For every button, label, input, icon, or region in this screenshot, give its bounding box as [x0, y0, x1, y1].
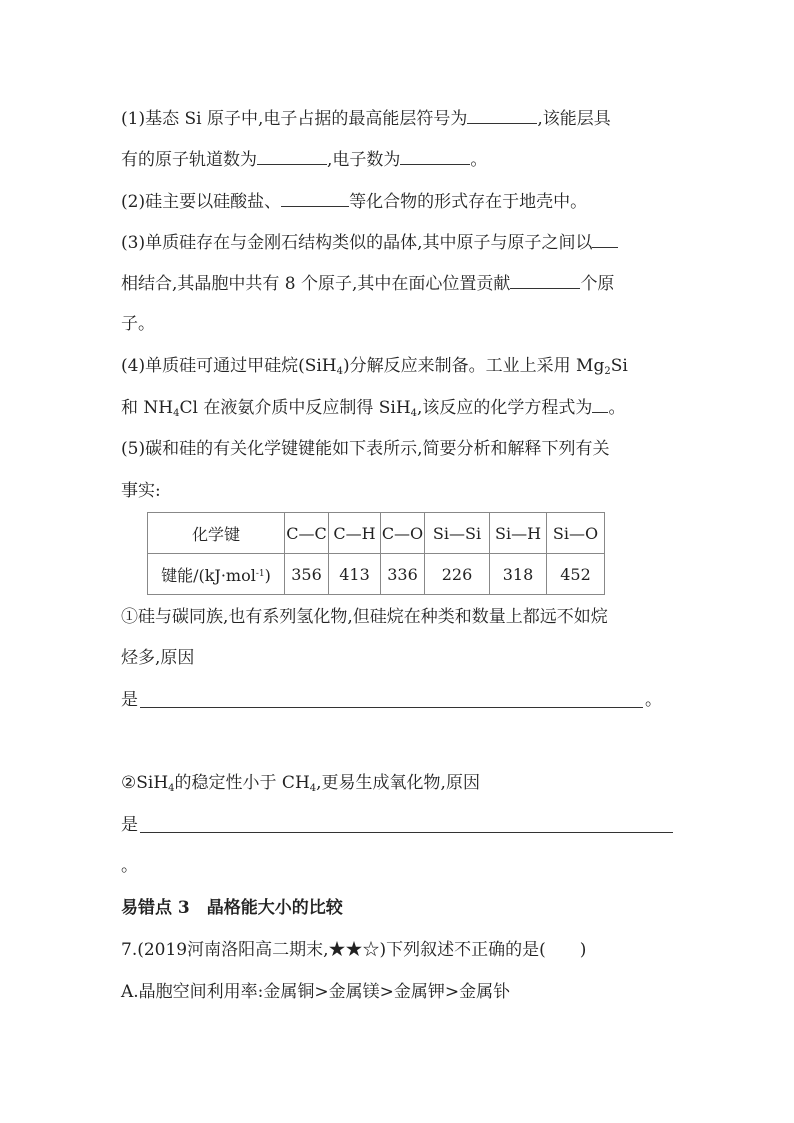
sub1-end-period: 。	[645, 690, 662, 710]
table-row	[148, 513, 605, 554]
answer-line[interactable]	[140, 832, 673, 833]
q7-option-a: A.晶胞空间利用率:金属铜>金属镁>金属钾>金属钋	[121, 982, 511, 1002]
answer-blank[interactable]	[257, 148, 327, 165]
table-cell: 336	[381, 554, 425, 595]
table-header-cell: 化学键	[148, 513, 285, 554]
answer-line[interactable]	[140, 707, 643, 708]
table-header-cell: Si—Si	[425, 513, 490, 554]
sub2-line2: 是	[121, 815, 138, 835]
q4-line1: (4)单质硅可通过甲硅烷(SiH$_4$)分解反应来制备。工业上采用 $Mg_2Si$	[121, 356, 628, 377]
q5-line1: (5)碳和硅的有关化学键键能如下表所示,简要分析和解释下列有关	[121, 439, 610, 459]
q2-line: (2)硅主要以硅酸盐、 等化合物的形式存在于地壳中。	[121, 192, 588, 212]
answer-blank[interactable]	[592, 396, 608, 413]
table-row-label: 键能/(kJ·mol$^{-1}$)	[148, 554, 285, 595]
section-heading: 易错点 3 晶格能大小的比较	[121, 898, 343, 918]
sub2-line1: ②SiH$_4$的稳定性小于 $CH_4$,更易生成氧化物,原因	[121, 773, 480, 794]
table-cell: 452	[547, 554, 605, 595]
table-header-cell: Si—O	[547, 513, 605, 554]
q7-stem: 7.(2019河南洛阳高二期末,★★☆)下列叙述不正确的是( )	[121, 940, 587, 960]
q3-line1: (3)单质硅存在与金刚石结构类似的晶体,其中原子与原子之间以	[121, 231, 618, 254]
answer-blank[interactable]	[467, 107, 537, 124]
bond-energy-table	[147, 512, 605, 595]
answer-blank[interactable]	[281, 190, 349, 207]
q4-line2: 和 $NH_4Cl$ 在液氨介质中反应制得 SiH$_4$,该反应的化学方程式为 。	[121, 398, 626, 419]
q1-line2: 有的原子轨道数为 ,电子数为 。	[121, 150, 488, 170]
table-cell: 356	[285, 554, 329, 595]
q3-line2: 相结合,其晶胞中共有 8 个原子,其中在面心位置贡献 个原	[121, 274, 615, 294]
answer-blank[interactable]	[400, 148, 470, 165]
sub1-line2: 烃多,原因	[121, 648, 195, 668]
q3-line3: 子。	[121, 314, 155, 334]
q5-line2: 事实:	[121, 481, 161, 501]
table-cell: 226	[425, 554, 490, 595]
q1-line1: (1)基态 Si 原子中,电子占据的最高能层符号为 ,该能层具	[121, 109, 611, 129]
table-header-cell: C—H	[329, 513, 381, 554]
answer-blank[interactable]	[592, 231, 618, 248]
table-cell: 413	[329, 554, 381, 595]
table-header-cell: Si—H	[490, 513, 547, 554]
table-header-cell: C—O	[381, 513, 425, 554]
table-cell: 318	[490, 554, 547, 595]
answer-blank[interactable]	[510, 272, 580, 289]
table-row	[148, 554, 605, 595]
table-header-cell: C—C	[285, 513, 329, 554]
sub1-line1: ①硅与碳同族,也有系列氢化物,但硅烷在种类和数量上都远不如烷	[121, 607, 608, 627]
sub2-line3: 。	[121, 856, 138, 876]
sub1-line3: 是	[121, 690, 138, 710]
